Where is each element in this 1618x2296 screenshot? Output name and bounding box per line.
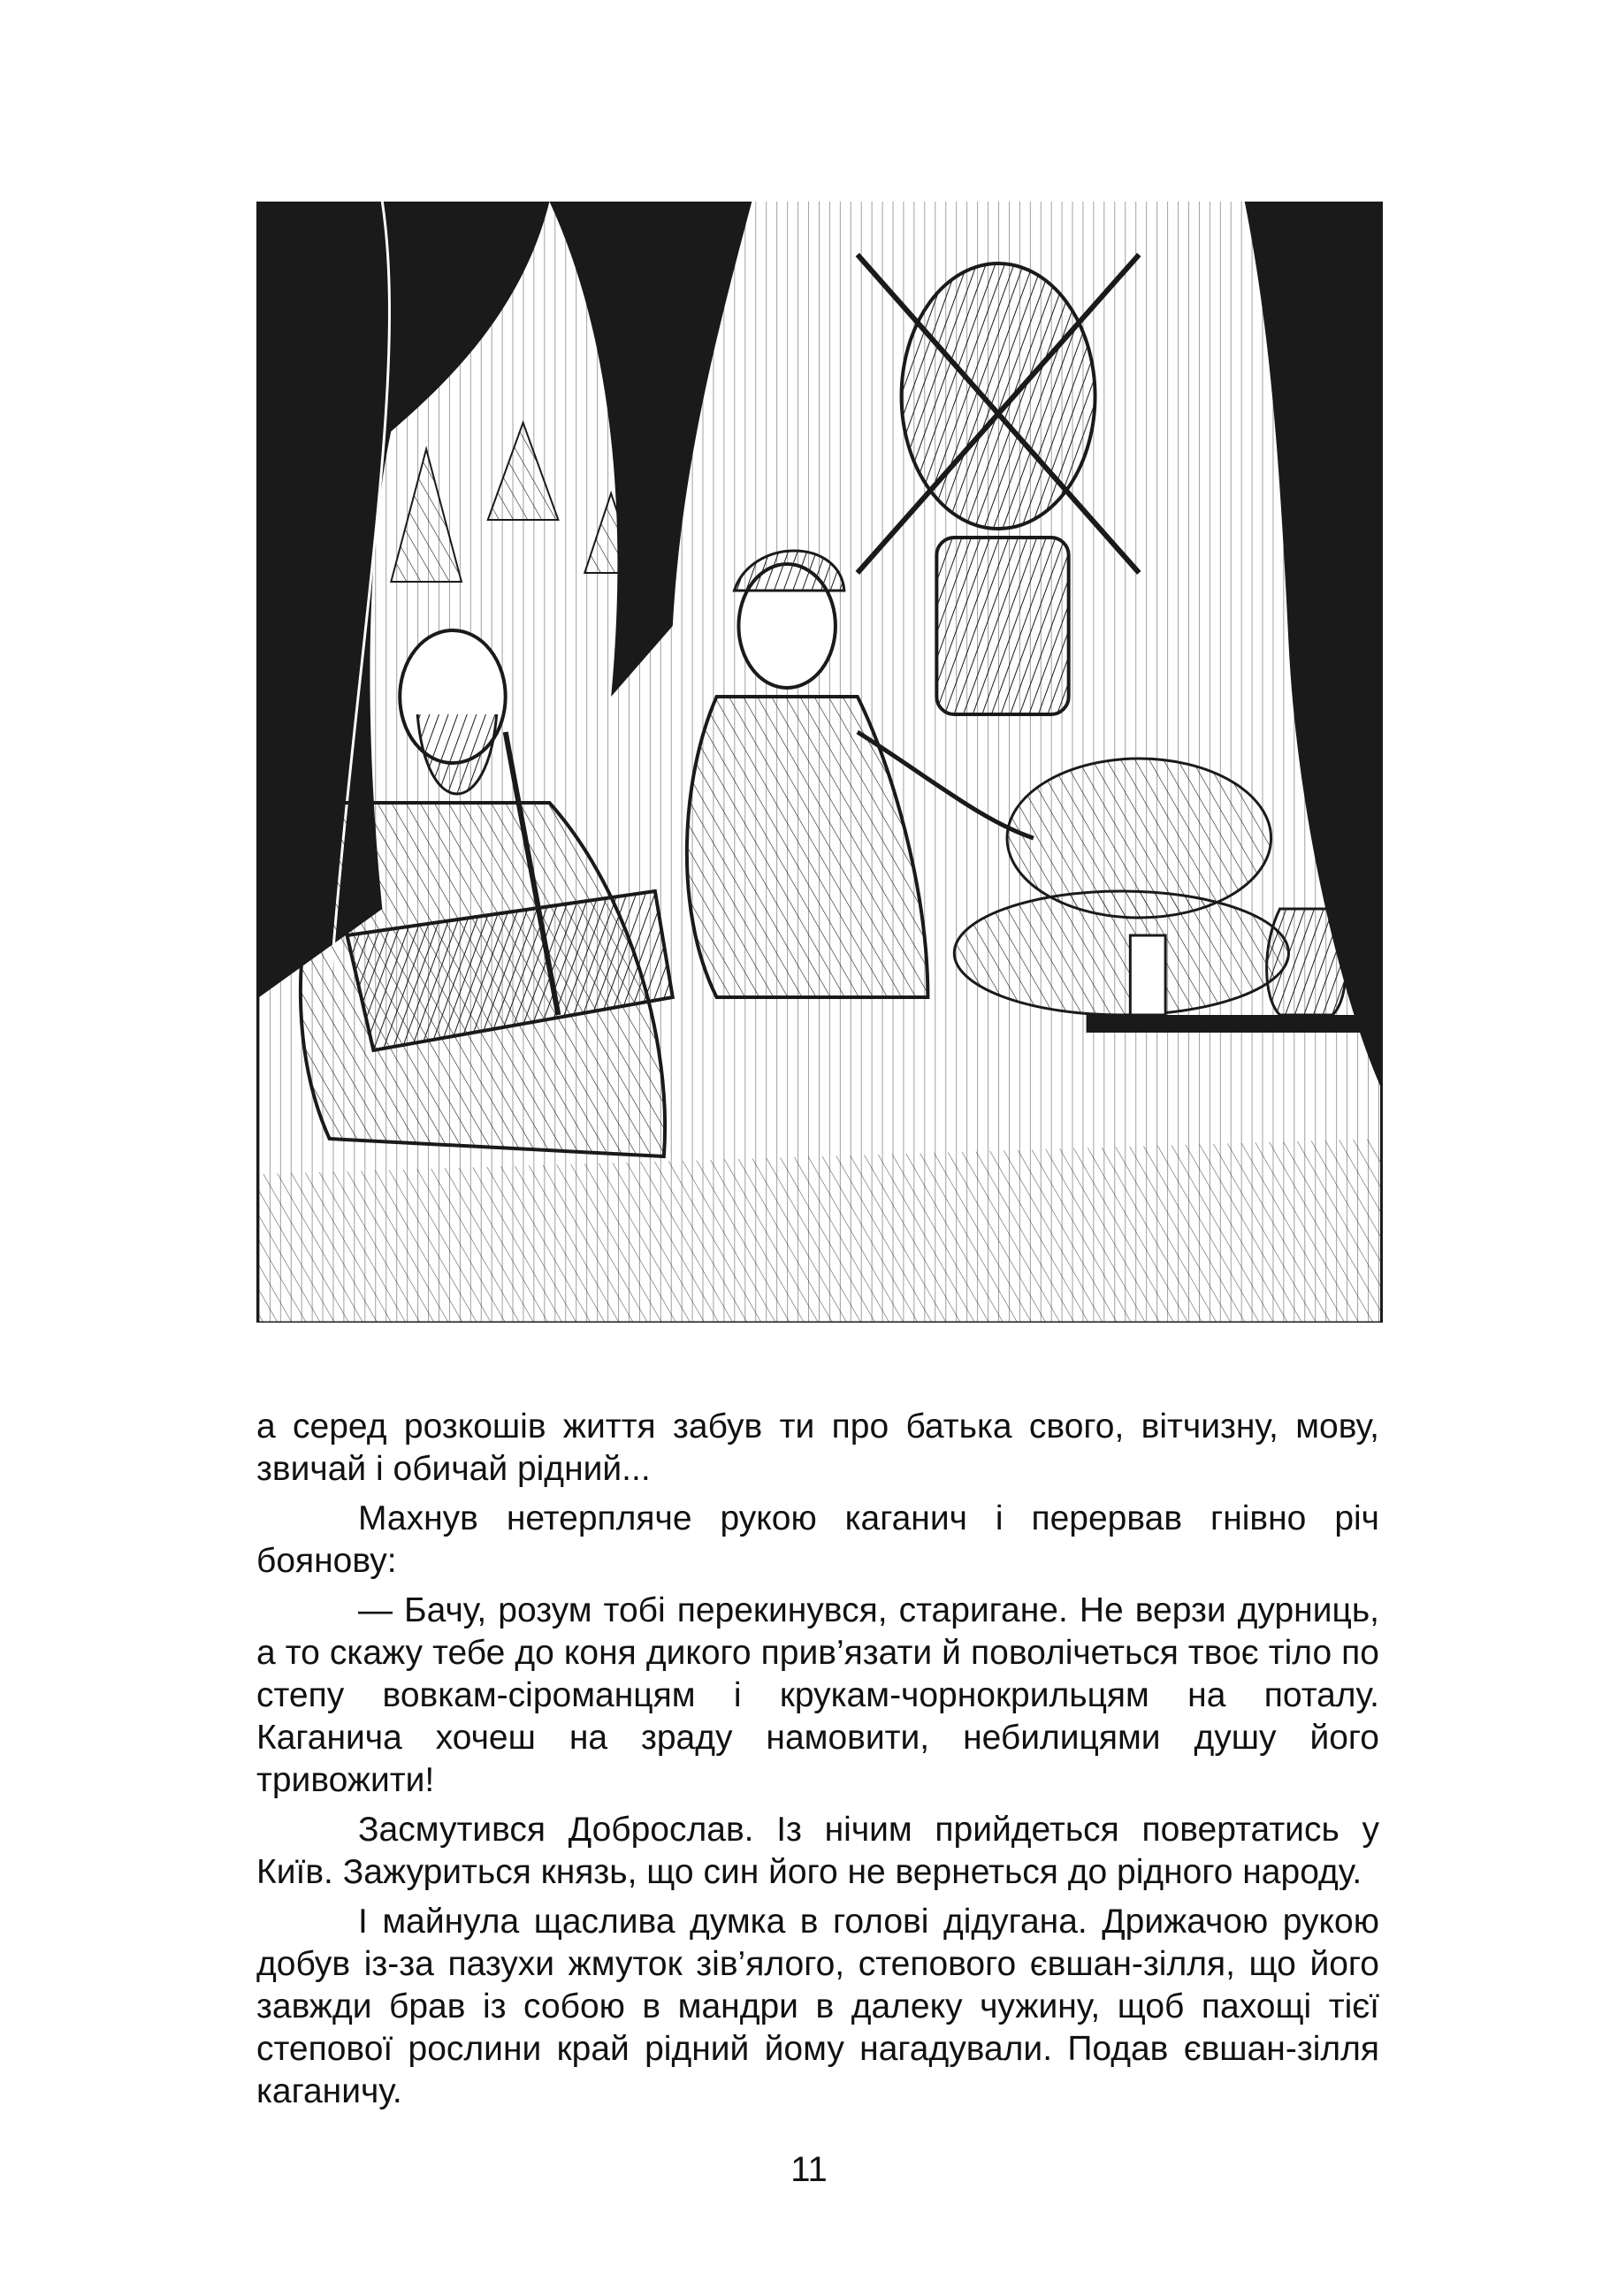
illustration-drawing	[259, 202, 1380, 1323]
page-number: 11	[790, 2150, 828, 2189]
paragraph: Махнув нетерпляче рукою каганич і перервав гнівно річ боянову:	[256, 1499, 1379, 1580]
paragraph: Засмутився Доброслав. Із нічим прийдеться повертатись у Київ. Зажуриться князь, що син його не вернеться до рідного народу.	[256, 1811, 1379, 1891]
paragraph: — Бачу, розум тобі перекинувся, старигане. Не верзи дурниць, а то скажу тебе до коня дикого прив’язати й поволічеться твоє тіло по степу вовкам-сіроманцям і крукам-чорнокрильцям на поталу. Каганича хочеш на зраду намовити, небилицями душу його тривожити!	[256, 1591, 1379, 1799]
body-text	[256, 1406, 1379, 2120]
engraving-illustration	[256, 202, 1383, 1323]
paragraph: І майнула щаслива думка в голові дідугана. Дрижачою рукою добув із-за пазухи жмуток зів’ялого, степового євшан-зілля, що його завжди брав із собою в мандри в далеку чужину, щоб пахощі тієї степової рослини край рідний йому нагадували. Подав євшан-зілля каганичу.	[256, 1903, 1379, 2110]
paragraph: а серед розкошів життя забув ти про батька свого, вітчизну, мову, звичай і обичай рідний...	[256, 1407, 1379, 1488]
